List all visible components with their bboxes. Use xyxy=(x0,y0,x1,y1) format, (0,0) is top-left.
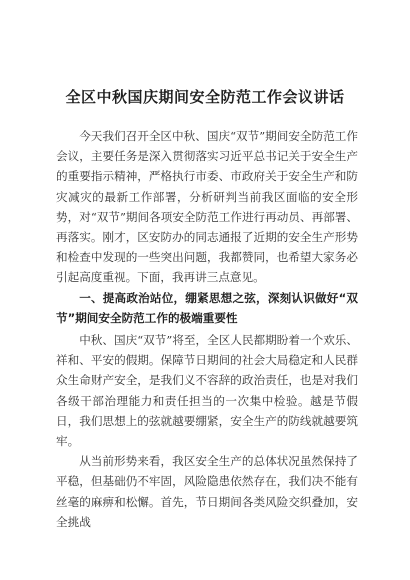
paragraph-opening: 今天我们召开全区中秋、国庆“双节”期间安全防范工作会议，主要任务是深入贯彻落实习近平总书记关于安全生产的重要指示精神，严格执行市委、市政府关于安全生产和防灾减灾的最新工作部署，分析研判当前我区面临的安全形势，对“双节”期间各项安全防范工作进行再动员、再部署、再落实。刚才，区安防办的同志通报了近期的安全生产形势和检查中发现的一些突出问题，我都赞同，也希望大家务必引起高度重视。下面，我再讲三点意见。 xyxy=(56,129,358,285)
paragraph-current-situation: 从当前形势来看，我区安全生产的总体状况虽然保持了平稳，但基础仍不牢固，风险隐患依然存在，我们决不能有丝毫的麻痹和松懈。首先，节日期间各类风险交织叠加，安全挑战 xyxy=(56,454,358,529)
document-body xyxy=(56,126,358,532)
section-heading-1: 一、提高政治站位，绷紧思想之弦，深刻认识做好“双节”期间安全防范工作的极端重要性 xyxy=(56,290,358,325)
paragraph-holiday-safety: 中秋、国庆“双节”将至，全区人民都期盼着一个欢乐、祥和、平安的假期。保障节日期间的社会大局稳定和人民群众生命财产安全，是我们义不容辞的政治责任，也是对我们各级干部治理能力和责任担当的一次集中检验。越是节假日，我们思想上的弦就越要绷紧，安全生产的防线就越要筑牢。 xyxy=(56,333,358,449)
document-title: 全区中秋国庆期间安全防范工作会议讲话 xyxy=(65,88,345,106)
